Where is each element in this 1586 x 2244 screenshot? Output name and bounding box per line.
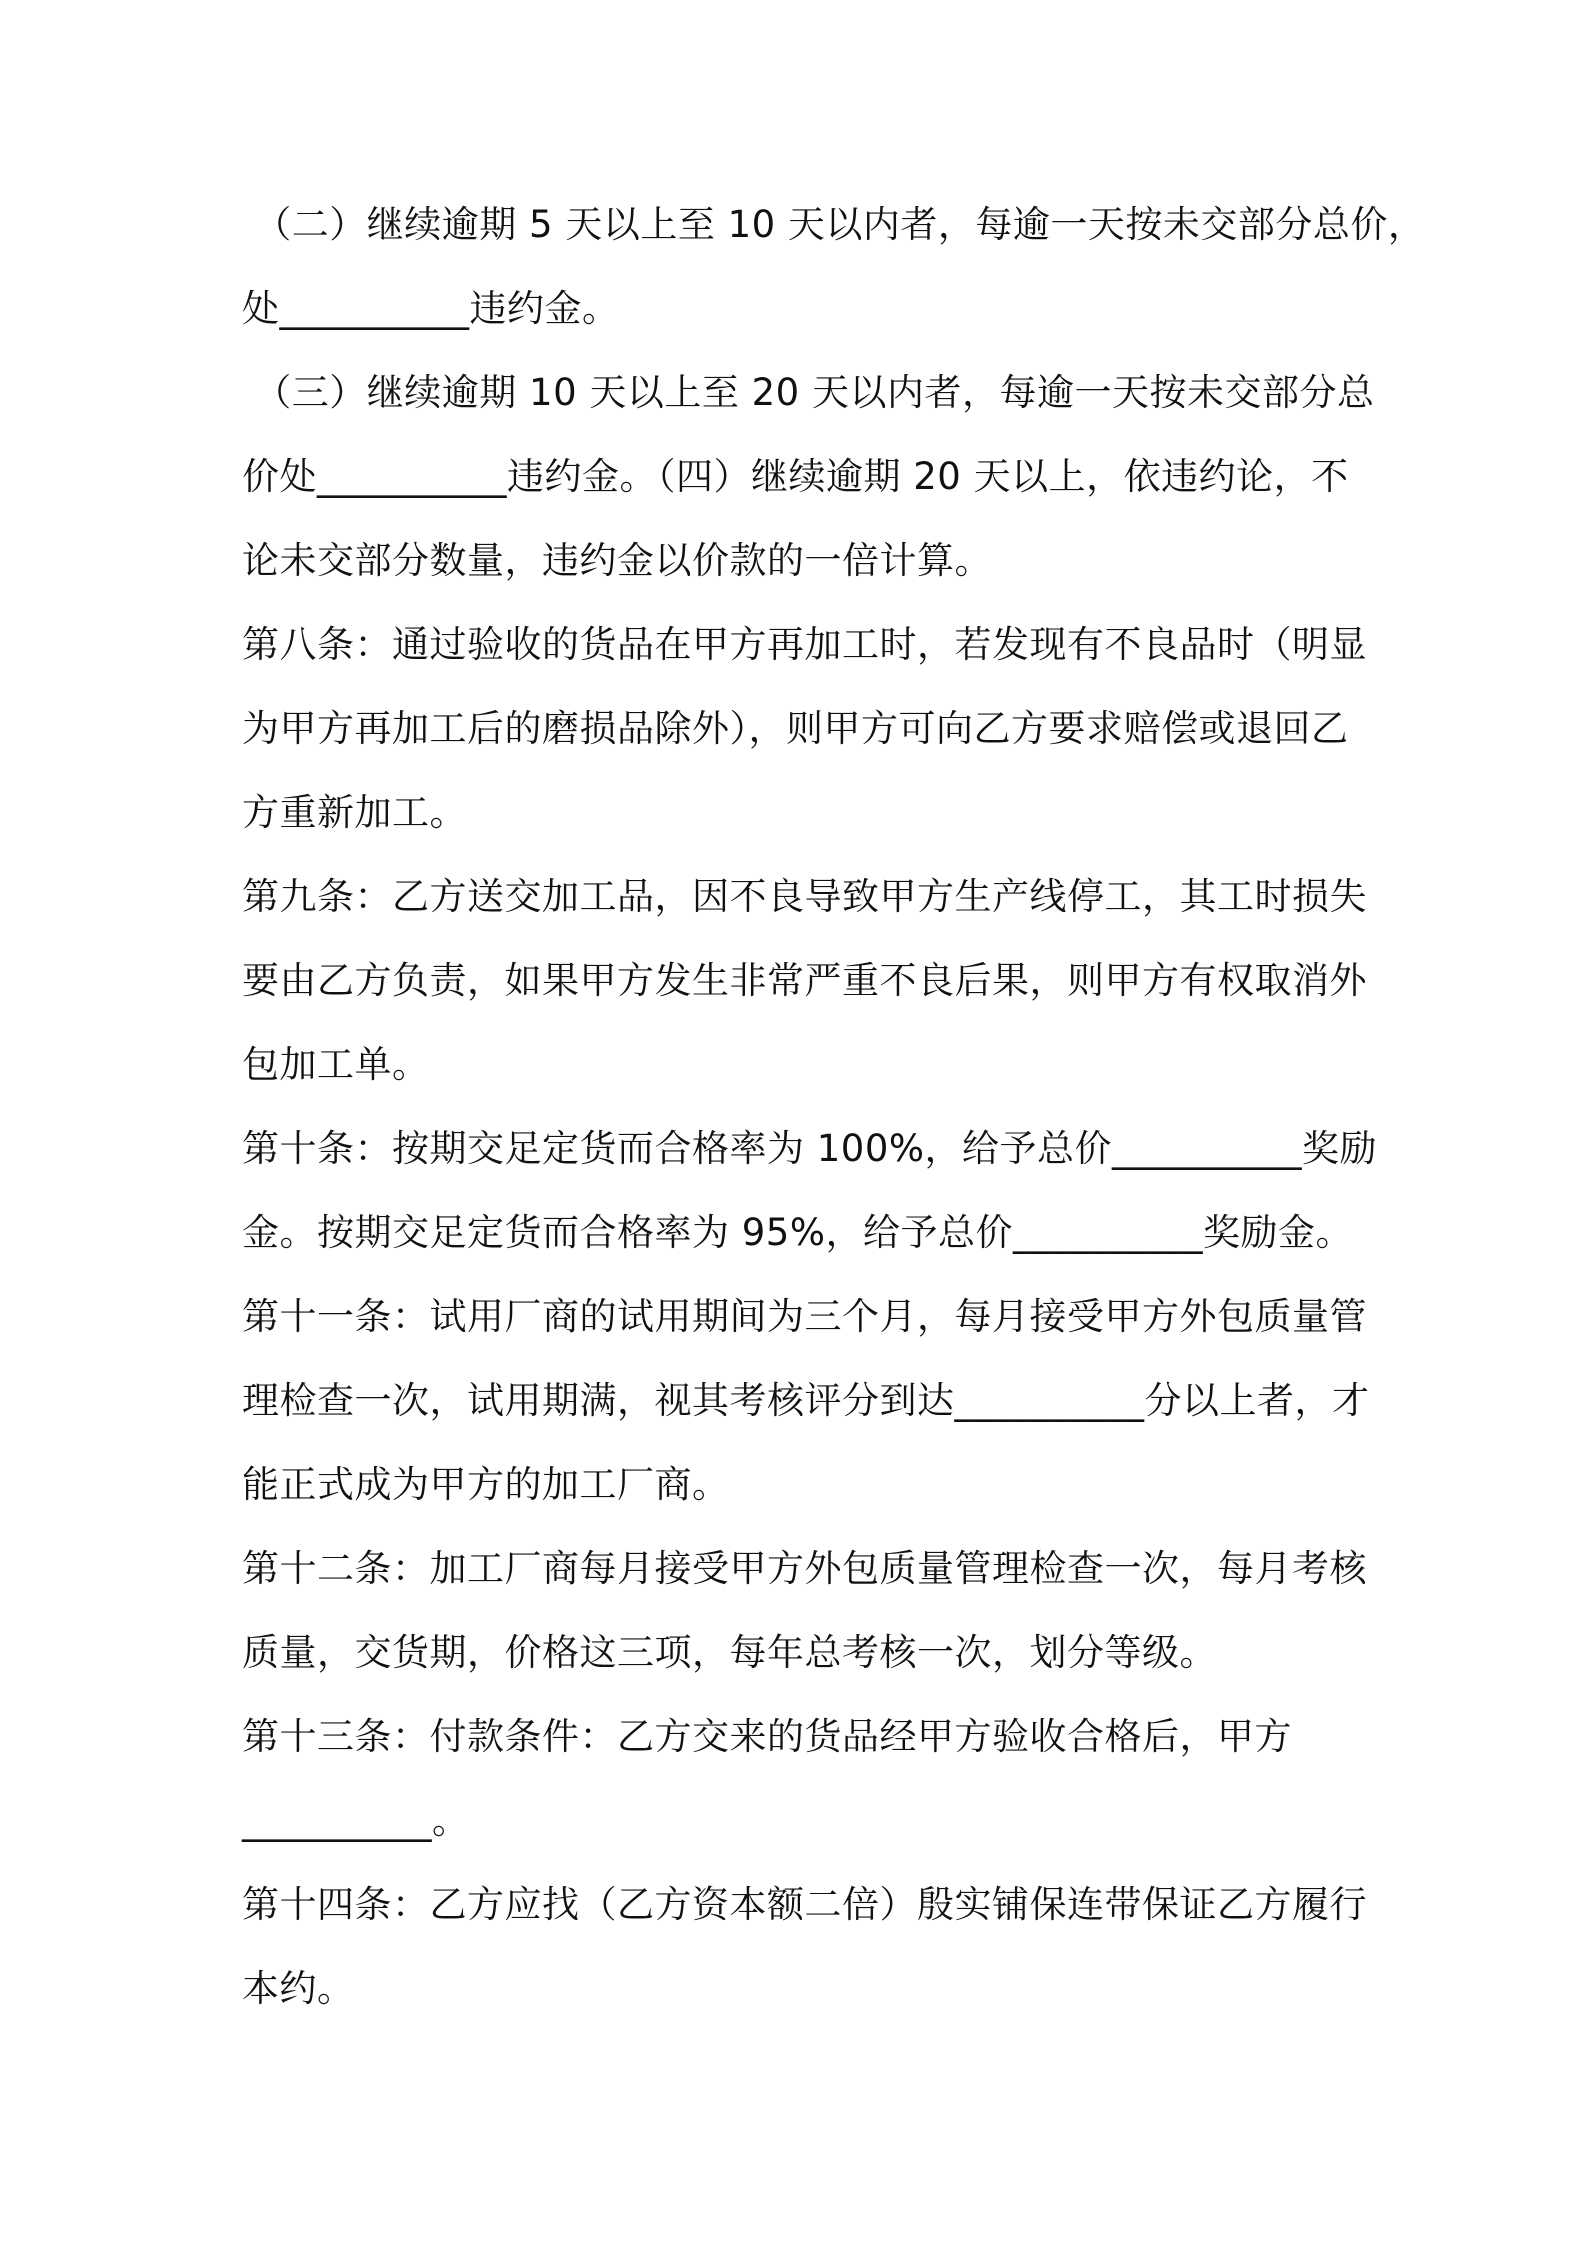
text-line: 第十二条：加工厂商每月接受甲方外包质量管理检查一次，每月考核 — [242, 1547, 1367, 1590]
text-line: 方重新加工。 — [242, 791, 467, 834]
text-line: 处__________违约金。 — [242, 287, 620, 330]
text-line: 金。按期交足定货而合格率为 95%，给予总价__________奖励金。 — [242, 1211, 1353, 1254]
text-line: __________。 — [242, 1799, 470, 1842]
text-line: 第八条：通过验收的货品在甲方再加工时，若发现有不良品时（明显 — [242, 623, 1367, 666]
text-line: 包加工单。 — [242, 1043, 430, 1086]
text-line: （三）继续逾期 10 天以上至 20 天以内者，每逾一天按未交部分总 — [242, 371, 1375, 414]
text-line: 理检查一次，试用期满，视其考核评分到达__________分以上者，才 — [242, 1379, 1370, 1422]
text-line: 价处__________违约金。（四）继续逾期 20 天以上，依违约论，不 — [242, 455, 1349, 498]
text-line: 质量，交货期，价格这三项，每年总考核一次，划分等级。 — [242, 1631, 1217, 1674]
text-line: 要由乙方负责，如果甲方发生非常严重不良后果，则甲方有权取消外 — [242, 959, 1367, 1002]
text-line: 第十三条：付款条件：乙方交来的货品经甲方验收合格后，甲方 — [242, 1715, 1292, 1758]
text-line: 论未交部分数量，违约金以价款的一倍计算。 — [242, 539, 992, 582]
text-line: 第十四条：乙方应找（乙方资本额二倍）殷实铺保连带保证乙方履行 — [242, 1883, 1367, 1926]
text-line: 为甲方再加工后的磨损品除外），则甲方可向乙方要求赔偿或退回乙 — [242, 707, 1349, 750]
text-line: 第十一条：试用厂商的试用期间为三个月，每月接受甲方外包质量管 — [242, 1295, 1367, 1338]
text-line: 本约。 — [242, 1967, 355, 2010]
text-line: 能正式成为甲方的加工厂商。 — [242, 1463, 730, 1506]
text-line: （二）继续逾期 5 天以上至 10 天以内者，每逾一天按未交部分总价， — [242, 203, 1426, 246]
text-line: 第十条：按期交足定货而合格率为 100%，给予总价__________奖励 — [242, 1127, 1378, 1170]
text-line: 第九条：乙方送交加工品，因不良导致甲方生产线停工，其工时损失 — [242, 875, 1367, 918]
